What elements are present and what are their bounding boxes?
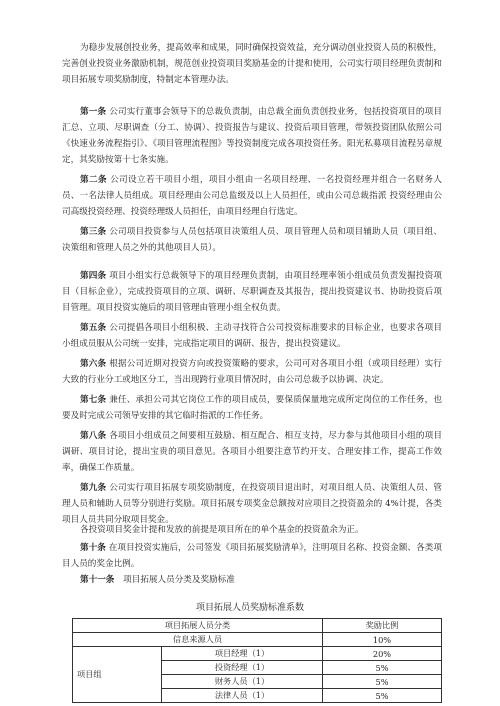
article-text: 在项目投资实施后，公司签发《项目拓展奖励清单》，注明项目名称、投资金额、各类项目人员的奖金比例。 xyxy=(62,543,442,569)
article-text: 根据公司近期对投资方向或投资策略的要求，公司可对各项目小组（或项目经理）实行大致的行业分工或地区分工，当出现跨行业项目情况时，由公司总裁予以协调、决定。 xyxy=(62,359,442,385)
intro-paragraph xyxy=(62,40,442,88)
table-header-ratio: 奖励比例 xyxy=(323,619,442,633)
table-cell-label: 法律人员（1） xyxy=(162,689,323,703)
table-cell-value: 5% xyxy=(323,675,442,689)
table-cell-label: 投资经理（1） xyxy=(162,661,323,675)
table-caption: 项目拓展人员奖励标准系数 xyxy=(195,603,304,613)
article-text: 公司实行董事会领导下的总裁负责制，由总裁全面负责创投业务，包括投资项目的项目汇总、立项、尽职调查（分工、协调）、投资报告与建议、投资后项目管理，带领投资团队依照公司《快速业务流程指引》、《项目管理流程图》等投资制度完成各项投资任务。阳光私募项目流程另章规定，其奖励按第十七条实施。 xyxy=(62,107,442,165)
article-7 xyxy=(62,392,442,424)
article-label: 第六条 xyxy=(80,359,107,369)
article-text: 各投资项目奖金计提和发放的前提是项目所在的单个基金的投资盈余为正。 xyxy=(80,525,364,535)
table-group-label: 项目组 xyxy=(73,647,162,703)
table-header-category: 项目拓展人员分类 xyxy=(73,619,323,633)
article-label: 第一条 xyxy=(80,107,107,117)
table-cell-value: 10% xyxy=(323,633,442,647)
article-text: 各项目小组成员之间要相互鼓励、相互配合、相互支持，尽力参与其他项目小组的项目调研、项目讨论，提出宝贵的项目意见。各项目小组要注意节约开支、合理安排工作，提高工作效率，确保工作质量。 xyxy=(62,431,442,473)
article-8 xyxy=(62,428,442,476)
article-label: 第三条 xyxy=(80,227,107,237)
article-text: 兼任、承担公司其它岗位工作的项目成员，要保质保量地完成所定岗位的工作任务，也要及时完成公司领导安排的其它临时指派的工作任务。 xyxy=(62,395,442,421)
article-label: 第八条 xyxy=(80,431,107,441)
table-cell-label: 项目经理（1） xyxy=(162,647,323,661)
article-text: 公司提倡各项目小组积极、主动寻找符合公司投资标准要求的目标企业，也要求各项目小组成员服从公司统一安排，完成指定项目的调研、报告，提出投资建议。 xyxy=(62,323,442,349)
intro-text: 为稳步发展创投业务，提高效率和成果，同时确保投资效益，充分调动创业投资人员的积极性，完善创业投资业务激励机制，规范创业投资项目奖励基金的计提和使用，公司实行项目经理负责制和项目拓展专项奖励制度，特制定本管理办法。 xyxy=(62,43,442,85)
article-5 xyxy=(62,320,442,352)
article-label: 第九条 xyxy=(80,483,107,493)
article-label: 第十条 xyxy=(80,543,106,553)
table-row xyxy=(73,633,442,647)
article-9-note xyxy=(62,522,442,538)
article-text: 公司实行项目拓展专项奖励制度，在投资项目退出时，对项目组人员、决策组人员、管理人员和辅助人员等分别进行奖励。项目拓展专项奖金总额按对应项目之投资盈余的 4%计提，各类项目人员共同分取项目奖金。 xyxy=(62,483,442,525)
reward-table xyxy=(72,618,442,703)
table-cell-value: 20% xyxy=(323,647,442,661)
article-text: 公司项目投资参与人员包括项目决策组人员、项目管理人员和项目辅助人员（项目组、决策组和管理人员之外的其他项目人员）。 xyxy=(62,227,442,253)
table-row xyxy=(73,647,442,661)
article-1 xyxy=(62,104,442,168)
article-2 xyxy=(62,172,442,220)
article-9 xyxy=(62,480,442,528)
article-6 xyxy=(62,356,442,388)
article-10 xyxy=(62,540,442,572)
article-text: 项目拓展人员分类及奖励标准 xyxy=(123,575,235,585)
table-cell-label: 财务人员（1） xyxy=(162,675,323,689)
table-header-row xyxy=(73,619,442,633)
article-text: 项目小组实行总裁领导下的项目经理负责制，由项目经理率领小组成员负责发掘投资项目（目标企业），完成投资项目的立项、调研、尽职调查及其报告，提出投资建议书、协助投资后项目管理。项目投资实施后的项目管理由管理小组全权负责。 xyxy=(62,271,442,313)
article-4 xyxy=(62,268,442,316)
table-cell-label: 信息来源人员 xyxy=(73,633,323,647)
article-label: 第十一条 xyxy=(80,575,115,585)
article-3 xyxy=(62,224,442,256)
article-label: 第四条 xyxy=(80,271,107,281)
article-11 xyxy=(62,572,442,588)
table-cell-value: 5% xyxy=(323,661,442,675)
article-label: 第七条 xyxy=(80,395,107,405)
table-cell-value: 5% xyxy=(323,689,442,703)
article-label: 第五条 xyxy=(80,323,107,333)
article-text: 公司设立若干项目小组，项目小组由一名项目经理、一名投资经理并组合一名财务人员、一名法律人员组成。项目经理由公司总监级及以上人员担任，或由公司总裁指派 投资经理由公司高级投资经理、投资经理级人员担任，由项目经理自行选定。 xyxy=(62,175,442,217)
article-label: 第二条 xyxy=(80,175,107,185)
